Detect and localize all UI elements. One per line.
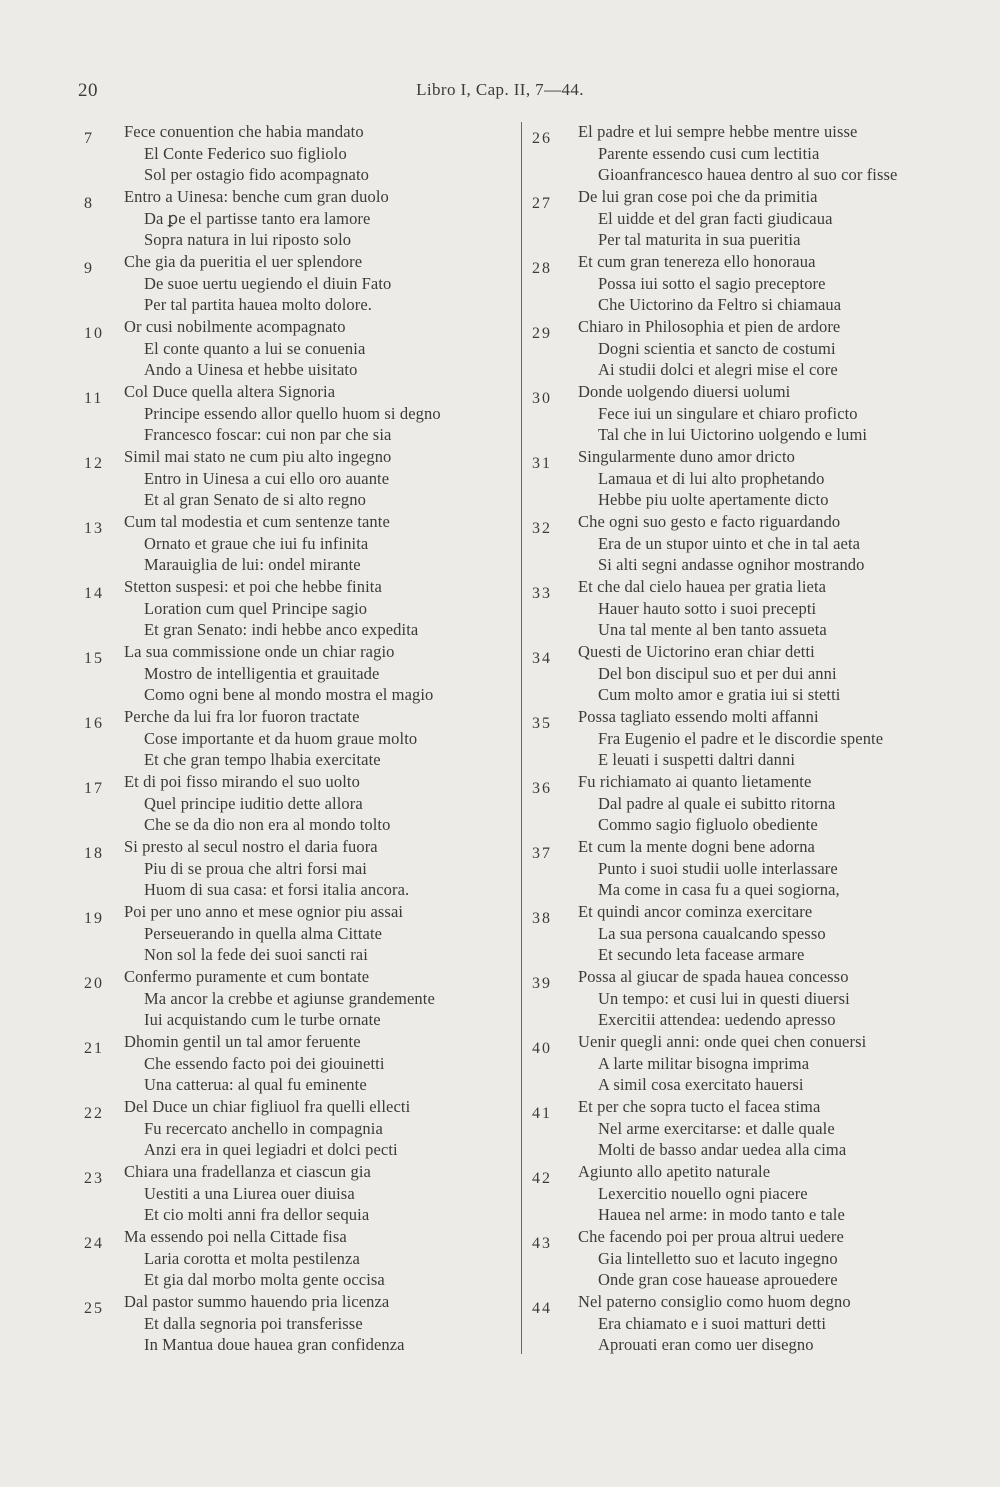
verse-line: Dhomin gentil un tal amor feruente [124,1032,361,1051]
verse-line: Confermo puramente et cum bontate [124,967,370,986]
verse-line: Possa al giucar de spada hauea concesso [578,967,849,986]
stanza [70,1291,520,1356]
verse-line: Cum molto amor e gratia iui si stetti [598,685,841,705]
verse-line: Et cum gran tenereza ello honoraua [578,252,816,271]
page-number: 20 [78,80,98,101]
stanza [70,446,520,511]
verse-line: Entro in Uinesa a cui ello oro auante [144,468,390,488]
verse-line: Mostro de intelligentia et grauitade [144,663,380,683]
verse-line: Tal che in lui Uictorino uolgendo e lumi [598,425,868,445]
verse-line: Et gran Senato: indi hebbe anco expedita [144,620,419,640]
stanza-number: 9 [84,260,94,277]
verse-line: Como ogni bene al mondo mostra el magio [144,685,434,705]
stanza [70,121,520,186]
verse-line: Uestiti a una Liurea ouer diuisa [144,1183,355,1203]
verse-line: Punto i suoi studii uolle interlassare [598,858,838,878]
verse-line: Iui acquistando cum le turbe ornate [144,1010,381,1030]
stanza-number: 29 [532,325,552,342]
verse-line: Marauiglia de lui: ondel mirante [144,555,361,575]
verse-line: El padre et lui sempre hebbe mentre uisse [578,122,858,141]
verse-line: Nel arme exercitarse: et dalle quale [598,1118,835,1138]
verse-line: Dal pastor summo hauendo pria licenza [124,1292,390,1311]
verse-line: Per tal maturita in sua pueritia [598,230,801,250]
stanza-number: 12 [84,455,104,472]
verse-line: Donde uolgendo diuersi uolumi [578,382,791,401]
stanza-number: 19 [84,910,104,927]
stanza [528,1031,968,1096]
stanza [70,1226,520,1291]
verse-line: Ando a Uinesa et hebbe uisitato [144,360,358,380]
stanza-number: 33 [532,585,552,602]
stanza [528,576,968,641]
stanza [528,1161,968,1226]
stanza-number: 7 [84,130,94,147]
verse-line: Loration cum quel Principe sagio [144,598,368,618]
stanza-number: 42 [532,1170,552,1187]
stanza-number: 44 [532,1300,552,1317]
verse-line: Agiunto allo apetito naturale [578,1162,771,1181]
stanza [70,901,520,966]
stanza [70,381,520,446]
stanza [528,836,968,901]
stanza-number: 43 [532,1235,552,1252]
verse-line: Era chiamato e i suoi matturi detti [598,1313,827,1333]
verse-line: Singularmente duno amor dricto [578,447,795,466]
verse-line: Et di poi fisso mirando el suo uolto [124,772,360,791]
verse-line: Ma ancor la crebbe et agiunse grandemente [144,988,435,1008]
verse-line: Et cio molti anni fra dellor sequia [144,1205,370,1225]
verse-line: Un tempo: et cusi lui in questi diuersi [598,988,850,1008]
stanza-number: 21 [84,1040,104,1057]
stanza [70,966,520,1031]
verse-line: Exercitii attendea: uedendo apresso [598,1010,836,1030]
verse-line: Possa tagliato essendo molti affanni [578,707,819,726]
stanza [70,316,520,381]
verse-line: Dal padre al quale ei subitto ritorna [598,793,836,813]
verse-line: Lamaua et di lui alto prophetando [598,468,825,488]
stanza-number: 13 [84,520,104,537]
verse-line: Che facendo poi per proua altrui uedere [578,1227,844,1246]
verse-line: Questi de Uictorino eran chiar detti [578,642,815,661]
stanza-number: 34 [532,650,552,667]
verse-line: Et quindi ancor cominza exercitare [578,902,813,921]
stanza-number: 14 [84,585,104,602]
stanza-number: 20 [84,975,104,992]
verse-line: Possa iui sotto el sagio preceptore [598,273,826,293]
verse-line: De lui gran cose poi che da primitia [578,187,818,206]
verse-line: Per tal partita hauea molto dolore. [144,295,373,315]
verse-line: Commo sagio figluolo obediente [598,815,818,835]
stanza [528,901,968,966]
stanza-number: 30 [532,390,552,407]
stanza [70,511,520,576]
stanza-number: 39 [532,975,552,992]
stanza-number: 40 [532,1040,552,1057]
verse-line: Principe essendo allor quello huom si degno [144,403,441,423]
verse-line: Col Duce quella altera Signoria [124,382,336,401]
verse-line: Molti de basso andar uedea alla cima [598,1140,847,1160]
verse-line: Onde gran cose hauease aprouedere [598,1270,838,1290]
stanza-number: 25 [84,1300,104,1317]
verse-line: Huom di sua casa: et forsi italia ancora. [144,880,410,900]
verse-line: Fu richiamato ai quanto lietamente [578,772,812,791]
verse-line: Piu di se proua che altri forsi mai [144,858,367,878]
verse-line: Chiaro in Philosophia et pien de ardore [578,317,841,336]
stanza [528,1291,968,1356]
verse-line: Entro a Uinesa: benche cum gran duolo [124,187,389,206]
stanza [70,771,520,836]
verse-line: Sol per ostagio fido acompagnato [144,165,369,185]
verse-line: Fece iui un singulare et chiaro proficto [598,403,858,423]
verse-line: Che se da dio non era al mondo tolto [144,815,391,835]
verse-line: Cose importante et da huom graue molto [144,728,418,748]
verse-line: Or cusi nobilmente acompagnato [124,317,346,336]
verse-line: El Conte Federico suo figliolo [144,143,347,163]
stanza [528,641,968,706]
stanza-number: 41 [532,1105,552,1122]
verse-line: Una catterua: al qual fu eminente [144,1075,367,1095]
stanza [70,576,520,641]
verse-line: Fu recercato anchello in compagnia [144,1118,383,1138]
verse-line: Sopra natura in lui riposto solo [144,230,352,250]
stanza [528,1226,968,1291]
verse-line: A larte militar bisogna imprima [598,1053,810,1073]
verse-line: Stetton suspesi: et poi che hebbe finita [124,577,382,596]
stanza-number: 24 [84,1235,104,1252]
stanza-number: 36 [532,780,552,797]
stanza [528,771,968,836]
verse-line: Non sol la fede dei suoi sancti rai [144,945,368,965]
stanza-number: 15 [84,650,104,667]
verse-line: Dogni scientia et sancto de costumi [598,338,836,358]
stanza [70,1161,520,1226]
verse-line: Che Uictorino da Feltro si chiamaua [598,295,842,315]
verse-line: Ai studii dolci et alegri mise el core [598,360,838,380]
left-column [70,121,520,1356]
stanza [528,381,968,446]
running-head: Libro I, Cap. II, 7—44. [416,80,584,99]
verse-line: Gia lintelletto suo et lacuto ingegno [598,1248,838,1268]
verse-line: E leuati i suspetti daltri danni [598,750,796,770]
verse-line: Era de un stupor uinto et che in tal aeta [598,533,861,553]
verse-line: Perche da lui fra lor fuoron tractate [124,707,360,726]
verse-line: Lexercitio nouello ogni piacere [598,1183,808,1203]
stanza-number: 28 [532,260,552,277]
verse-line: Et per che sopra tucto el facea stima [578,1097,821,1116]
stanza-number: 27 [532,195,552,212]
stanza [70,251,520,316]
verse-line: Ma essendo poi nella Cittade fisa [124,1227,347,1246]
stanza-number: 17 [84,780,104,797]
column-divider [521,122,522,1354]
page-header [0,72,1000,102]
stanza [528,706,968,771]
verse-line: Fra Eugenio el padre et le discordie spente [598,728,884,748]
verse-line: Et cum la mente dogni bene adorna [578,837,815,856]
verse-line: Et al gran Senato de si alto regno [144,490,366,510]
verse-line: Gioanfrancesco hauea dentro al suo cor fisse [598,165,898,185]
verse-line: El conte quanto a lui se conuenia [144,338,366,358]
verse-line: Et gia dal morbo molta gente occisa [144,1270,385,1290]
verse-line: Nel paterno consiglio como huom degno [578,1292,851,1311]
stanza [528,966,968,1031]
verse-line: Simil mai stato ne cum piu alto ingegno [124,447,392,466]
stanza-number: 11 [84,390,104,407]
stanza [70,836,520,901]
stanza-number: 8 [84,195,94,212]
verse-line: Del Duce un chiar figliuol fra quelli ellecti [124,1097,411,1116]
verse-line: Ornato et graue che iui fu infinita [144,533,369,553]
stanza [70,1096,520,1161]
verse-line: Chiara una fradellanza et ciascun gia [124,1162,371,1181]
stanza-number: 10 [84,325,104,342]
verse-line: Laria corotta et molta pestilenza [144,1248,360,1268]
verse-line: Et dalla segnoria poi transferisse [144,1313,363,1333]
stanza [528,121,968,186]
verse-line: Parente essendo cusi cum lectitia [598,143,820,163]
right-column [528,121,968,1356]
verse-line: Hebbe piu uolte apertamente dicto [598,490,829,510]
verse-line: La sua commissione onde un chiar ragio [124,642,395,661]
stanza [528,251,968,316]
stanza-number: 31 [532,455,552,472]
stanza [528,316,968,381]
verse-line: Aprouati eran como uer disegno [598,1335,814,1355]
verse-line: Francesco foscar: cui non par che sia [144,425,392,445]
verse-line: Uenir quegli anni: onde quei chen conuersi [578,1032,867,1051]
stanza-number: 38 [532,910,552,927]
verse-line: Anzi era in quei legiadri et dolci pecti [144,1140,398,1160]
stanza [70,706,520,771]
verse-line: Perseuerando in quella alma Cittate [144,923,383,943]
stanza [70,641,520,706]
verse-line: Hauer hauto sotto i suoi precepti [598,598,817,618]
stanza-number: 37 [532,845,552,862]
verse-line: Che ogni suo gesto e facto riguardando [578,512,841,531]
verse-line: Che gia da pueritia el uer splendore [124,252,363,271]
stanza [528,1096,968,1161]
verse-line: Et che dal cielo hauea per gratia lieta [578,577,827,596]
verse-line: De suoe uertu uegiendo el diuin Fato [144,273,392,293]
verse-line: In Mantua doue hauea gran confidenza [144,1335,405,1355]
verse-line: Ma come in casa fu a quei sogiorna, [598,880,840,900]
stanza [70,186,520,251]
stanza-number: 16 [84,715,104,732]
verse-line: Si alti segni andasse ognihor mostrando [598,555,865,575]
verse-line: A simil cosa exercitato hauersi [598,1075,804,1095]
stanza-number: 18 [84,845,104,862]
verse-line: Cum tal modestia et cum sentenze tante [124,512,390,531]
stanza-number: 35 [532,715,552,732]
verse-line: Et secundo leta facease armare [598,945,805,965]
verse-line: Da ꝑe el partisse tanto era lamore [144,208,371,228]
verse-line: Del bon discipul suo et per dui anni [598,663,837,683]
verse-line: La sua persona caualcando spesso [598,923,826,943]
stanza-number: 22 [84,1105,104,1122]
stanza-number: 26 [532,130,552,147]
verse-line: Quel principe iuditio dette allora [144,793,363,813]
verse-line: Fece conuention che habia mandato [124,122,364,141]
verse-line: Che essendo facto poi dei giouinetti [144,1053,385,1073]
stanza [528,511,968,576]
verse-line: Et che gran tempo lhabia exercitate [144,750,381,770]
stanza [70,1031,520,1096]
stanza-number: 23 [84,1170,104,1187]
verse-line: Si presto al secul nostro el daria fuora [124,837,378,856]
verse-line: El uidde et del gran facti giudicaua [598,208,833,228]
verse-line: Hauea nel arme: in modo tanto e tale [598,1205,845,1225]
stanza [528,446,968,511]
stanza-number: 32 [532,520,552,537]
verse-line: Una tal mente al ben tanto assueta [598,620,827,640]
stanza [528,186,968,251]
verse-line: Poi per uno anno et mese ognior piu assai [124,902,404,921]
